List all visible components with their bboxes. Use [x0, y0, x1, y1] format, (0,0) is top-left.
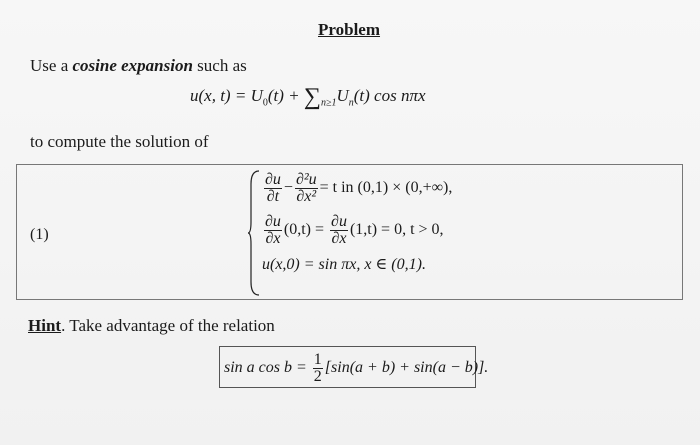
- pde-equation-row: [262, 172, 452, 205]
- boundary-condition-row: [262, 214, 444, 247]
- compute-text: to compute the solution of: [30, 132, 209, 151]
- partial-u-x-right-fraction: $\frac{\partial u}{\partial x}$: [331, 213, 347, 247]
- partial-u-x-left-fraction: $\frac{\partial u}{\partial x}$: [265, 213, 281, 247]
- summation-symbol: ∑: [303, 84, 321, 110]
- initial-condition-row: u(x,0) = sin πx, x ∈ (0,1).: [262, 256, 426, 273]
- pde-rhs: = t in (0,1) × (0,+∞),: [319, 179, 453, 197]
- expansion-term-arg: (t) cos nπx: [353, 86, 426, 105]
- intro-text: [30, 56, 247, 76]
- summation-index: n≥1: [320, 97, 337, 109]
- equation-label: (1): [30, 226, 49, 243]
- expansion-term-subscript: n: [348, 97, 354, 109]
- one-half-fraction: $\frac{1}{2}$: [313, 351, 322, 385]
- hint-label: Hint: [28, 316, 62, 335]
- trig-relation: [224, 352, 488, 385]
- boundary-rhs: (1,t) = 0, t > 0,: [349, 221, 444, 239]
- expansion-lhs: u(x, t) =: [190, 86, 251, 105]
- cosine-expansion-formula: [190, 84, 426, 111]
- second-partial-u-x-fraction: $\frac{\text{∂²u}}{\text{∂x²}}$: [295, 171, 317, 205]
- boundary-mid: (0,t) =: [283, 221, 329, 239]
- intro-prefix: Use a: [30, 56, 73, 75]
- hint-body: . Take advantage of the relation: [61, 316, 275, 335]
- expansion-u0: U: [250, 86, 263, 105]
- minus-sign: −: [283, 179, 293, 197]
- intro-suffix: such as: [192, 56, 247, 75]
- hint-text: [28, 316, 275, 336]
- partial-u-t-fraction: $\frac{\partial u}{\partial t}$: [265, 171, 281, 205]
- relation-lhs: sin a cos b =: [224, 359, 311, 377]
- expansion-u0-arg: (t) +: [267, 86, 304, 105]
- intro-emphasis: cosine expansion: [72, 56, 193, 75]
- expansion-u0-subscript: 0: [262, 97, 268, 109]
- left-brace-icon: [248, 170, 260, 296]
- problem-title: Problem: [318, 20, 381, 39]
- expansion-term: U: [336, 86, 349, 105]
- relation-rhs: [sin(a + b) + sin(a − b)].: [324, 359, 489, 377]
